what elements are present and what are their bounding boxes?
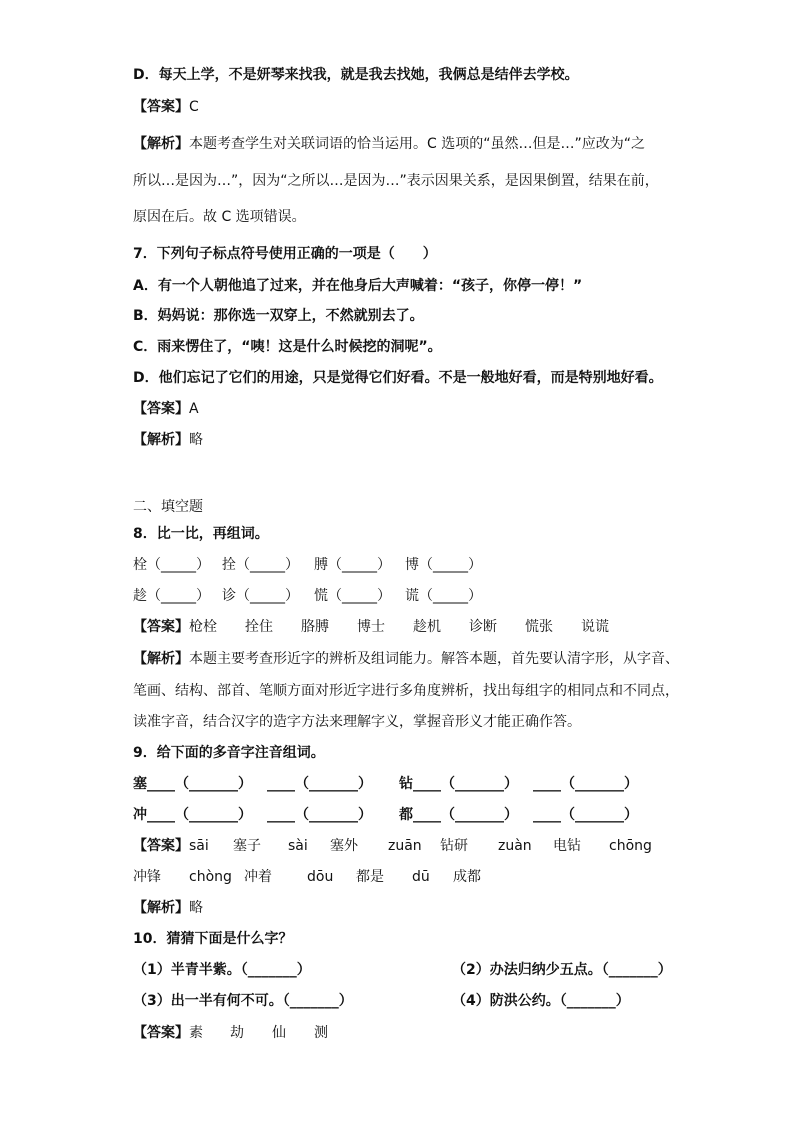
answer-pinyin: chōng (609, 838, 652, 854)
q8-blank: 趁（_____） (133, 588, 210, 604)
answer-word: 都是 (356, 869, 384, 885)
analysis-tag: 【解析】 (133, 136, 189, 152)
answer-tag: 【答案】 (133, 99, 189, 115)
q9-blank: ____（_______） (267, 807, 372, 823)
answer-word: 电钻 (553, 838, 581, 854)
answer-pinyin: dū (412, 869, 430, 885)
q7-analysis (133, 431, 203, 449)
q9-blank: 冲____（_______） (133, 807, 252, 823)
answer-pinyin: zuān (388, 838, 422, 854)
analysis-tag: 【解析】 (133, 900, 189, 916)
answer-word: 拴住 (245, 619, 273, 635)
q6-analysis-line-2: 所以…是因为…”，因为“之所以…是因为…”表示因果关系，是因果倒置，结果在前， (133, 173, 659, 189)
analysis-text: 略 (189, 432, 203, 448)
q6-analysis-line-3: 原因在后。故 C 选项错误。 (133, 209, 306, 225)
q9-blank: ____（_______） (533, 776, 638, 792)
answer-pinyin: dōu (307, 869, 334, 885)
answer-word: 趁机 (413, 619, 441, 635)
q9-blank: 钻____（_______） (399, 776, 518, 792)
q8-blank: 栓（_____） (133, 557, 210, 573)
answer-word: 钻研 (440, 838, 468, 854)
answer-pinyin: zuàn (498, 838, 532, 854)
answer-tag: 【答案】 (133, 1025, 189, 1041)
q7-question: 7．下列句子标点符号使用正确的一项是（ ） (133, 246, 437, 262)
answer-word: 成都 (453, 869, 481, 885)
q7-answer (133, 400, 199, 418)
answer-word: 塞外 (330, 838, 358, 854)
q9-blank: 塞____（_______） (133, 776, 252, 792)
answer-word: 冲锋 (133, 869, 161, 885)
answer-value: C (189, 99, 199, 115)
answer-pinyin: chòng (189, 869, 232, 885)
q9-question: 9．给下面的多音字注音组词。 (133, 745, 325, 761)
answer-char: 测 (314, 1025, 328, 1041)
q8-analysis-line-3: 读准字音，结合汉字的造字方法来理解字义，掌握音形义才能正确作答。 (133, 714, 581, 730)
q9-blank: ____（_______） (533, 807, 638, 823)
q10-item: （2）办法归纳少五点。（_______） (452, 962, 672, 978)
q6-option-d: D．每天上学，不是妍琴来找我，就是我去找她，我俩总是结伴去学校。 (133, 67, 579, 83)
q8-analysis-line-1 (133, 650, 679, 668)
q6-analysis-line-1 (133, 135, 645, 153)
q8-analysis-line-2: 笔画、结构、部首、笔顺方面对形近字进行多角度辨析，找出每组字的相同点和不同点， (133, 683, 679, 699)
section-title: 二、填空题 (133, 499, 203, 515)
q9-analysis (133, 899, 203, 917)
q10-question: 10．猜猜下面是什么字？ (133, 931, 293, 947)
q7-option-d: D．他们忘记了它们的用途，只是觉得它们好看。不是一般地好看，而是特别地好看。 (133, 370, 663, 386)
answer-tag: 【答案】 (133, 838, 189, 854)
q8-blank: 膊（_____） (314, 557, 391, 573)
answer-word: 塞子 (233, 838, 261, 854)
answer-word: 枪栓 (189, 619, 217, 635)
q10-item: （1）半青半紫。（_______） (133, 962, 311, 978)
q10-item: （4）防洪公约。（_______） (452, 993, 630, 1009)
q7-option-a: A．有一个人朝他追了过来，并在他身后大声喊着：“孩子，你停一停！” (133, 278, 583, 294)
answer-word: 胳膊 (301, 619, 329, 635)
q8-blank: 诊（_____） (222, 588, 299, 604)
q10-item: （3）出一半有何不可。（_______） (133, 993, 353, 1009)
answer-word: 说谎 (581, 619, 609, 635)
answer-word: 诊断 (469, 619, 497, 635)
q8-blank: 谎（_____） (405, 588, 482, 604)
answer-pinyin: sài (288, 838, 308, 854)
q8-blank: 慌（_____） (314, 588, 391, 604)
answer-char: 劫 (230, 1025, 244, 1041)
q8-question: 8．比一比，再组词。 (133, 526, 269, 542)
q8-blank: 拴（_____） (222, 557, 299, 573)
answer-pinyin: sāi (189, 838, 209, 854)
analysis-text: 本题主要考查形近字的辨析及组词能力。解答本题，首先要认清字形，从字音、 (189, 651, 679, 667)
q7-option-b: B．妈妈说：那你选一双穿上，不然就别去了。 (133, 308, 424, 324)
analysis-text: 略 (189, 900, 203, 916)
analysis-text: 本题考查学生对关联词语的恰当运用。C 选项的“虽然…但是…”应改为“之 (189, 136, 645, 152)
answer-word: 博士 (357, 619, 385, 635)
answer-tag: 【答案】 (133, 619, 189, 635)
answer-char: 仙 (272, 1025, 286, 1041)
answer-value: A (189, 401, 199, 417)
answer-char: 素 (189, 1025, 203, 1041)
answer-tag: 【答案】 (133, 401, 189, 417)
analysis-tag: 【解析】 (133, 651, 189, 667)
analysis-tag: 【解析】 (133, 432, 189, 448)
answer-word: 慌张 (525, 619, 553, 635)
q9-blank: ____（_______） (267, 776, 372, 792)
q9-blank: 都____（_______） (399, 807, 518, 823)
answer-word: 冲着 (244, 869, 272, 885)
q8-blank: 博（_____） (405, 557, 482, 573)
q7-option-c: C．雨来愣住了，“咦！这是什么时候挖的洞呢”。 (133, 339, 442, 355)
q6-answer (133, 98, 199, 116)
